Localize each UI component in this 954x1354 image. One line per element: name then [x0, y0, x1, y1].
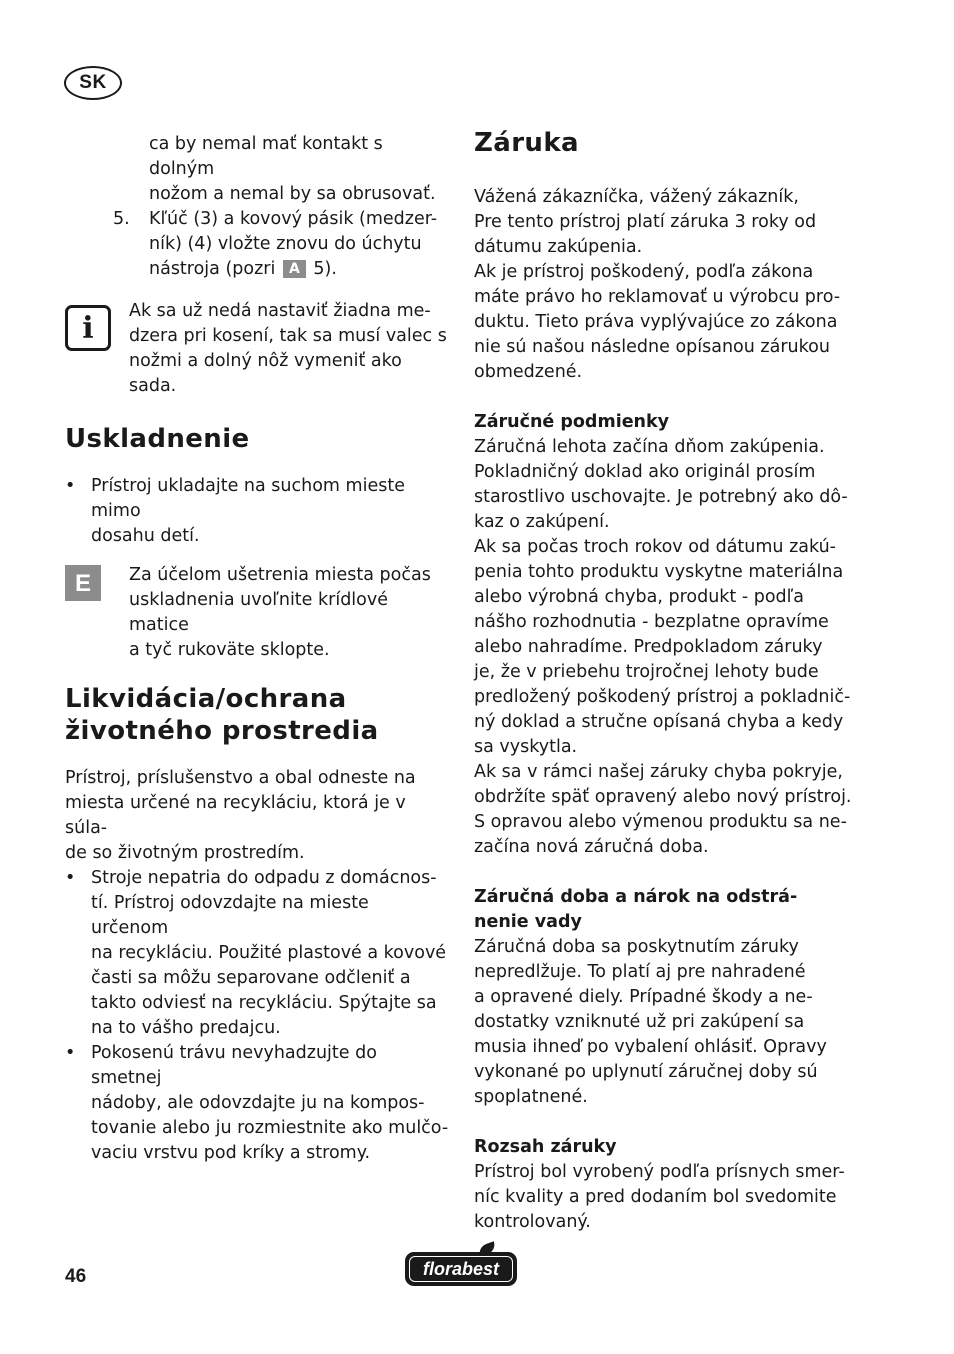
figure-badge: A [283, 260, 306, 278]
info-note [65, 299, 451, 399]
e-note-icon: E [65, 565, 101, 601]
step-5-text-after: 5). [313, 259, 337, 279]
continuation-line-2: nožom a nemal by sa obrusovať. [149, 184, 436, 204]
disposal-bullet-2-text: Pokosenú trávu nevyhadzujte do smetnej nádoby, ale odovzdajte ju na kompos- tovanie alebo ju rozmiestnite ako mulčo- vaciu vrstvu pod kríky a stromy. [91, 1043, 449, 1163]
disposal-bullet-1-text: Stroje nepatria do odpadu z domácnos- tí. Prístroj odovzdajte na mieste určenom na recykláciu. Použité plastové a kovové časti sa môžu separovane odčleniť a takto odviesť na recykláciu. Spýtajte sa na to vášho predajcu. [91, 868, 447, 1038]
storage-note [65, 563, 451, 663]
bullet-dot: • [65, 476, 76, 496]
step-5-text [149, 207, 451, 282]
bullet-dot: • [65, 1043, 76, 1063]
warranty-heading: Záruka [474, 128, 579, 158]
step-5 [65, 207, 451, 282]
info-note-text: Ak sa už nedá nastaviť žiadna me- dzera pri kosení, tak sa musí valec s nožmi a dolný nôž vymeniť ako sada. [129, 301, 447, 396]
storage-heading: Uskladnenie [65, 424, 250, 454]
step-continuation [65, 132, 451, 207]
disposal-intro: Prístroj, príslušenstvo a obal odneste na miesta určené na recykláciu, ktorá je v súla- de so životným prostredím. [65, 768, 416, 863]
info-icon: i [65, 305, 111, 351]
step-5-text-before: Kľúč (3) a kovový pásik (medzer- ník) (4) vložte znovu do úchytu nástroja (pozri [149, 209, 438, 279]
disposal-heading: Likvidácia/ochrana životného prostredia [65, 684, 379, 746]
storage-bullet-text: Prístroj ukladajte na suchom mieste mimo dosahu detí. [91, 476, 405, 546]
right-column [474, 127, 866, 1235]
logo-text: florabest [409, 1256, 513, 1282]
conditions-heading: Záručné podmienky [474, 412, 670, 432]
storage-bullet [65, 474, 451, 549]
language-badge: SK [64, 66, 122, 100]
scope-text: Prístroj bol vyrobený podľa prísnych smer- níc kvality a pred dodaním bol svedomite kontrolovaný. [474, 1162, 845, 1232]
conditions-text: Záručná lehota začína dňom zakúpenia. Pokladničný doklad ako originál prosím starostlivo uschovajte. Je potrebný ako dô- kaz o zakúpení. Ak sa počas troch rokov od dátumu zakú- penia tohto produktu vyskytne materiálna alebo výrobná chyba, produkt - podľa nášho rozhodnutia - bezplatne opravíme alebo nahradíme. Predpokladom záruky je, že v priebehu trojročnej lehoty bude predložený poškodený prístroj a pokladnič- ný doklad a stručne opísaná chyba a kedy sa vyskytla. Ak sa v rámci našej záruky chyba pokryje, obdržíte späť opravený alebo nový prístroj. S opravou alebo výmenou produktu sa ne- začína nová záručná doba. [474, 437, 852, 857]
step-5-number: 5. [113, 209, 130, 229]
bullet-dot: • [65, 868, 76, 888]
storage-note-text: Za účelom ušetrenia miesta počas uskladnenia uvoľnite krídlové matice a tyč rukoväte sklopte. [129, 565, 431, 660]
page-number: 46 [65, 1266, 87, 1287]
disposal-bullet-2 [65, 1041, 451, 1166]
left-column [65, 132, 451, 1166]
period-text: Záručná doba sa poskytnutím záruky nepredlžuje. To platí aj pre nahradené a opravené diely. Prípadné škody a ne- dostatky vzniknuté už pri zakúpení sa musia ihneď po vybalení ohlásiť. Opravy vykonané po uplynutí záručnej doby sú spoplatnené. [474, 937, 827, 1107]
period-heading: Záručná doba a nárok na odstrá- nenie vady [474, 887, 798, 932]
florabest-logo [405, 1252, 517, 1286]
continuation-line-1: ca by nemal mať kontakt s dolným [149, 134, 383, 179]
disposal-bullet-1 [65, 866, 451, 1041]
scope-heading: Rozsah záruky [474, 1137, 617, 1157]
warranty-intro: Vážená zákazníčka, vážený zákazník, Pre tento prístroj platí záruka 3 roky od dátumu zakúpenia. Ak je prístroj poškodený, podľa zákona máte právo ho reklamovať u výrobcu pro- duktu. Tieto práva vyplývajúce zo zákona nie sú našou následne opísanou zárukou obmedzené. [474, 187, 841, 382]
